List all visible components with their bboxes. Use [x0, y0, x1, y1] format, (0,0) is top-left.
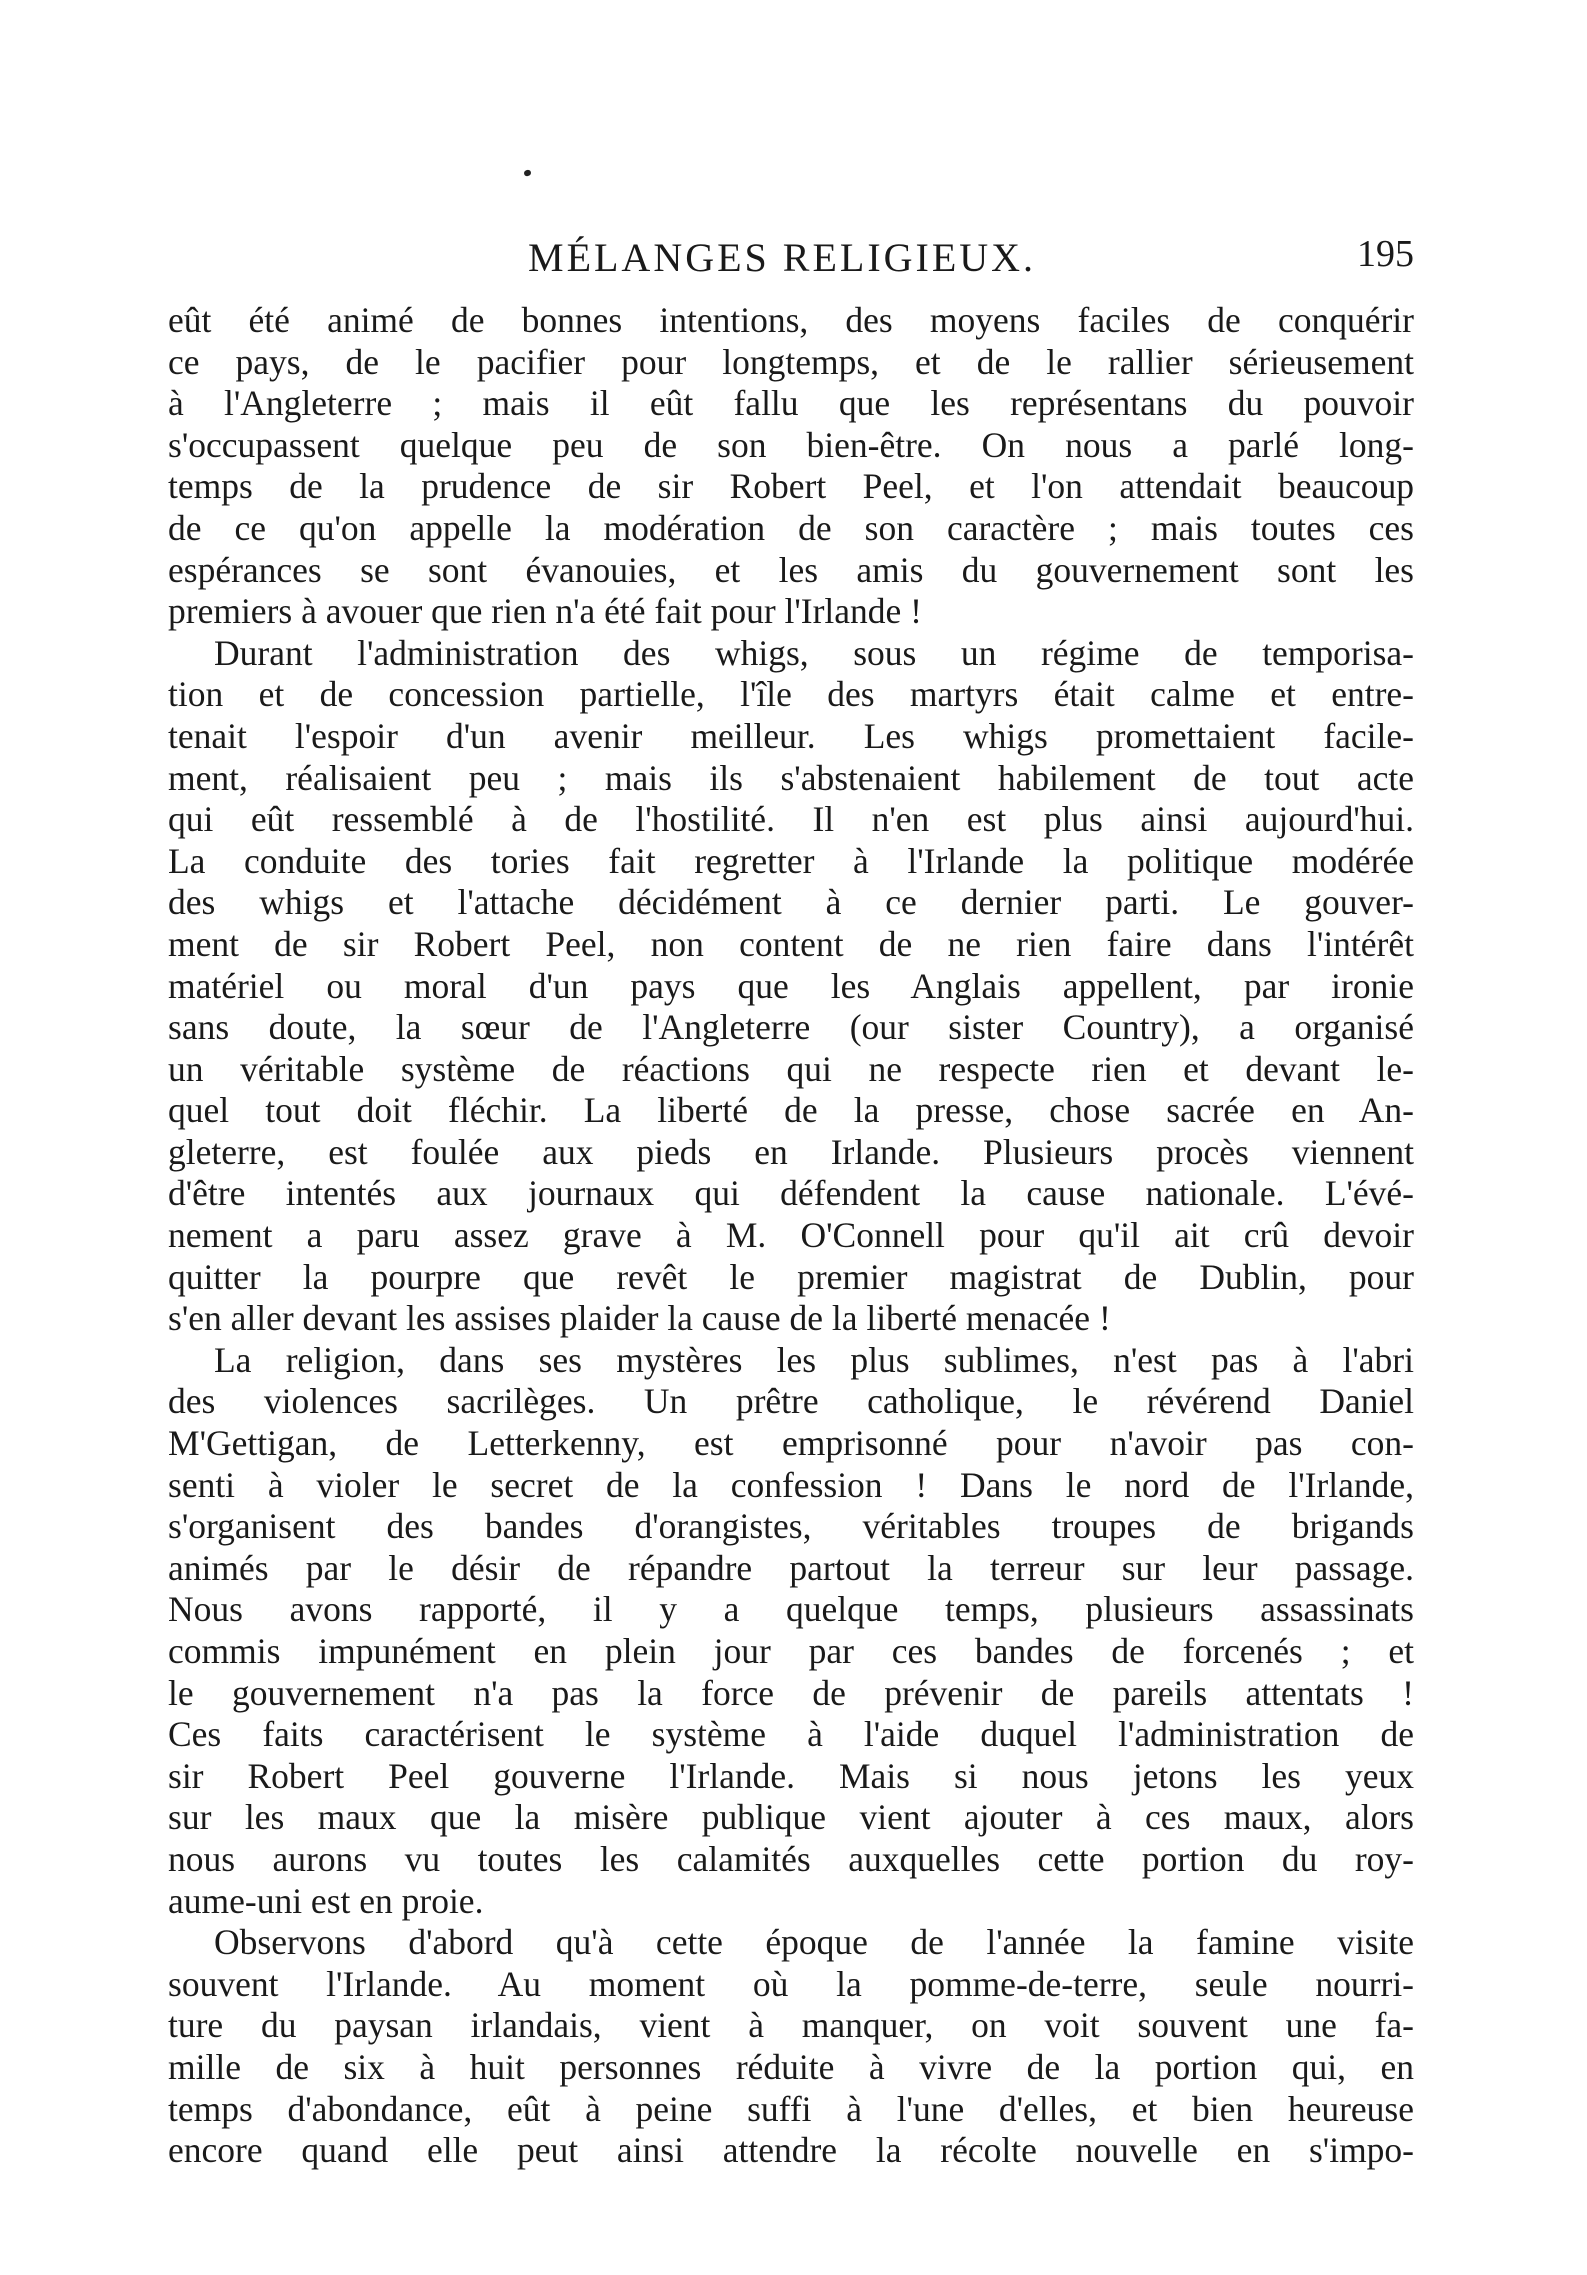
text-line: premiers à avouer que rien n'a été fait pour l'Irlande !: [168, 591, 922, 632]
text-line: des violences sacrilèges. Un prêtre catholique, le révérend Daniel: [168, 1381, 1414, 1422]
text-line: aume-uni est en proie.: [168, 1880, 484, 1921]
text-line: s'en aller devant les assises plaider la cause de la liberté menacée !: [168, 1298, 1111, 1339]
text-line: à l'Angleterre ; mais il eût fallu que les représentans du pouvoir: [168, 383, 1414, 424]
text-line: mille de six à huit personnes réduite à vivre de la portion qui, en: [168, 2046, 1414, 2087]
text-line: des whigs et l'attache décidément à ce dernier parti. Le gouver-: [168, 882, 1414, 923]
text-line: senti à violer le secret de la confession ! Dans le nord de l'Irlande,: [168, 1464, 1414, 1505]
text-line: ture du paysan irlandais, vient à manquer, on voit souvent une fa-: [168, 2005, 1414, 2046]
text-line: souvent l'Irlande. Au moment où la pomme-de-terre, seule nourri-: [168, 1963, 1414, 2004]
ink-speck: [523, 169, 532, 177]
text-line: animés par le désir de répandre partout la terreur sur leur passage.: [168, 1547, 1414, 1588]
text-line: Ces faits caractérisent le système à l'aide duquel l'administration de: [168, 1714, 1414, 1755]
body-text: [168, 300, 1414, 2172]
text-line: un véritable système de réactions qui ne respecte rien et devant le-: [168, 1048, 1414, 1089]
text-line: gleterre, est foulée aux pieds en Irlande. Plusieurs procès viennent: [168, 1131, 1414, 1172]
text-line: eût été animé de bonnes intentions, des moyens faciles de conquérir: [168, 300, 1414, 340]
text-line: tenait l'espoir d'un avenir meilleur. Les whigs promettaient facile-: [168, 715, 1414, 756]
text-line: quel tout doit fléchir. La liberté de la presse, chose sacrée en An-: [168, 1090, 1414, 1131]
text-line: Durant l'administration des whigs, sous un régime de temporisa-: [214, 632, 1414, 673]
text-line: le gouvernement n'a pas la force de prévenir de pareils attentats !: [168, 1672, 1414, 1713]
text-line: sur les maux que la misère publique vient ajouter à ces maux, alors: [168, 1797, 1414, 1838]
text-line: ment de sir Robert Peel, non content de ne rien faire dans l'intérêt: [168, 923, 1414, 964]
text-line: Observons d'abord qu'à cette époque de l'année la famine visite: [214, 1922, 1414, 1963]
text-line: ce pays, de le pacifier pour longtemps, et de le rallier sérieusement: [168, 341, 1414, 382]
text-line: nement a paru assez grave à M. O'Connell pour qu'il ait crû devoir: [168, 1215, 1414, 1256]
text-line: temps d'abondance, eût à peine suffi à l'une d'elles, et bien heureuse: [168, 2088, 1414, 2129]
text-line: sir Robert Peel gouverne l'Irlande. Mais si nous jetons les yeux: [168, 1755, 1414, 1796]
text-line: de ce qu'on appelle la modération de son caractère ; mais toutes ces: [168, 507, 1414, 548]
text-line: encore quand elle peut ainsi attendre la récolte nouvelle en s'impo-: [168, 2130, 1414, 2171]
text-line: nous aurons vu toutes les calamités auxquelles cette portion du roy-: [168, 1838, 1414, 1879]
page-number: 195: [1357, 233, 1414, 275]
page-header: [168, 228, 1414, 288]
text-line: ment, réalisaient peu ; mais ils s'abstenaient habilement de tout acte: [168, 757, 1414, 798]
text-line: sans doute, la sœur de l'Angleterre (our sister Country), a organisé: [168, 1007, 1414, 1048]
text-line: s'organisent des bandes d'orangistes, véritables troupes de brigands: [168, 1506, 1414, 1547]
text-line: s'occupassent quelque peu de son bien-être. On nous a parlé long-: [168, 424, 1414, 465]
text-line: matériel ou moral d'un pays que les Anglais appellent, par ironie: [168, 965, 1414, 1006]
text-line: temps de la prudence de sir Robert Peel, et l'on attendait beaucoup: [168, 466, 1414, 507]
text-line: M'Gettigan, de Letterkenny, est emprisonné pour n'avoir pas con-: [168, 1423, 1414, 1464]
text-line: commis impunément en plein jour par ces bandes de forcenés ; et: [168, 1631, 1414, 1671]
text-line: d'être intentés aux journaux qui défendent la cause nationale. L'évé-: [168, 1173, 1414, 1214]
text-line: espérances se sont évanouies, et les amis du gouvernement sont les: [168, 549, 1414, 590]
text-line: Nous avons rapporté, il y a quelque temps, plusieurs assassinats: [168, 1589, 1414, 1630]
text-line: La religion, dans ses mystères les plus sublimes, n'est pas à l'abri: [214, 1339, 1414, 1380]
text-line: La conduite des tories fait regretter à l'Irlande la politique modérée: [168, 840, 1414, 881]
text-line: quitter la pourpre que revêt le premier magistrat de Dublin, pour: [168, 1256, 1414, 1297]
text-line: tion et de concession partielle, l'île des martyrs était calme et entre-: [168, 674, 1414, 715]
running-title: MÉLANGES RELIGIEUX.: [528, 235, 1037, 280]
text-line: qui eût ressemblé à de l'hostilité. Il n'en est plus ainsi aujourd'hui.: [168, 799, 1414, 840]
